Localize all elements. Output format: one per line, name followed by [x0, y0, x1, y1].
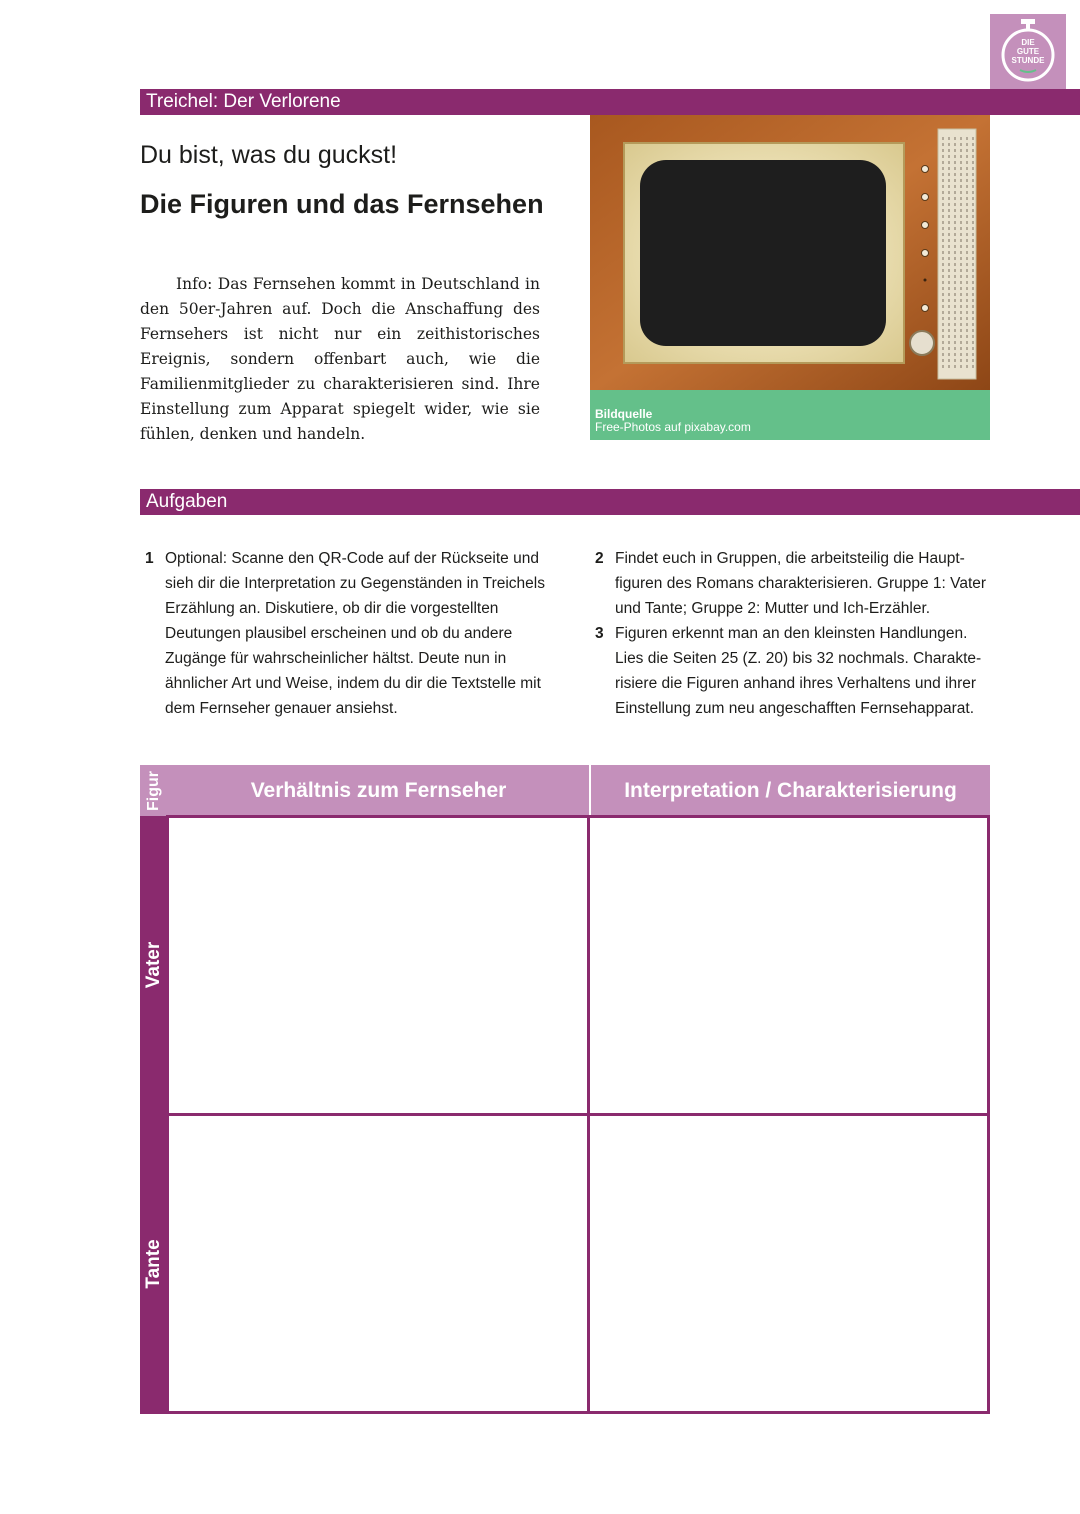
- stopwatch-icon: [990, 14, 1066, 90]
- row-label-tante: [140, 1114, 168, 1414]
- caption-source: Free-Photos auf pixabay.com: [595, 420, 751, 434]
- task-number: 2: [595, 550, 604, 567]
- row-header-label: [140, 765, 168, 816]
- tv-image: [590, 115, 990, 391]
- tasks-header: Aufgaben: [140, 489, 1080, 515]
- page-subtitle: Du bist, was du guckst!: [140, 141, 398, 169]
- image-caption: [590, 390, 990, 440]
- task-text: Figuren erkennt man an den kleinsten Handlungen. Lies die Seiten 25 (Z. 20) bis 32 nochmals. Charakterisiere die Figuren anhand ihres Verhaltens und ihrer Einstellung zum neu angeschafften Fernsehapparat.: [615, 625, 982, 717]
- column-header-interpretation: Interpretation / Charakterisierung: [624, 779, 957, 802]
- row-label-vater: [140, 816, 168, 1114]
- logo: [990, 14, 1066, 90]
- caption-label: Bildquelle: [595, 407, 653, 421]
- table-cell-tante-interpretation[interactable]: [587, 1113, 990, 1414]
- info-text: Info: Das Fernsehen kommt in Deutschland in den 50er-Jahren auf. Doch die Anschaffung des Fernsehers ist nicht nur ein zeithistorisches Ereignis, sondern offenbart auch, wie die Familienmitglieder zu charakterisieren sind. Ihre Einstellung zum Apparat spiegelt wider, wie sie fühlen, denken und handeln.: [140, 275, 540, 443]
- task-text: Findet euch in Gruppen, die arbeitsteilig die Hauptfiguren des Romans charakterisieren. Gruppe 1: Vater und Tante; Gruppe 2: Mutter und Ich-Erzähler.: [615, 550, 987, 617]
- table-cell-vater-relation[interactable]: [166, 815, 590, 1116]
- table-cell-vater-interpretation[interactable]: [587, 815, 990, 1116]
- logo-word-2: GUTE: [1016, 47, 1040, 56]
- logo-word-3: STUNDE: [1011, 56, 1045, 65]
- row-label-text: Tante: [143, 1239, 164, 1289]
- page-title: Die Figuren und das Fernsehen: [140, 189, 544, 219]
- column-header-relation: Verhältnis zum Fernseher: [250, 779, 507, 802]
- task-text: Optional: Scanne den QR-Code auf der Rückseite und sieh dir die Interpretation zu Gegenständen in Treichels Erzählung an. Diskutiere, ob dir die vorgestellten Deutungen plausibel erscheinen und ob du andere Zugänge für wahrscheinlicher hältst. Deute nun in ähnlicher Art und Weise, indem du dir die Textstelle mit dem Fernseher genauer ansiehst.: [165, 550, 545, 717]
- task-number: 1: [145, 550, 154, 567]
- series-header: Treichel: Der Verlorene: [140, 89, 1080, 115]
- row-label-text: Vater: [143, 941, 164, 989]
- row-header-text: Figur: [145, 770, 162, 811]
- task-number: 3: [595, 625, 604, 642]
- table-cell-tante-relation[interactable]: [166, 1113, 590, 1414]
- logo-word-1: DIE: [1021, 38, 1035, 47]
